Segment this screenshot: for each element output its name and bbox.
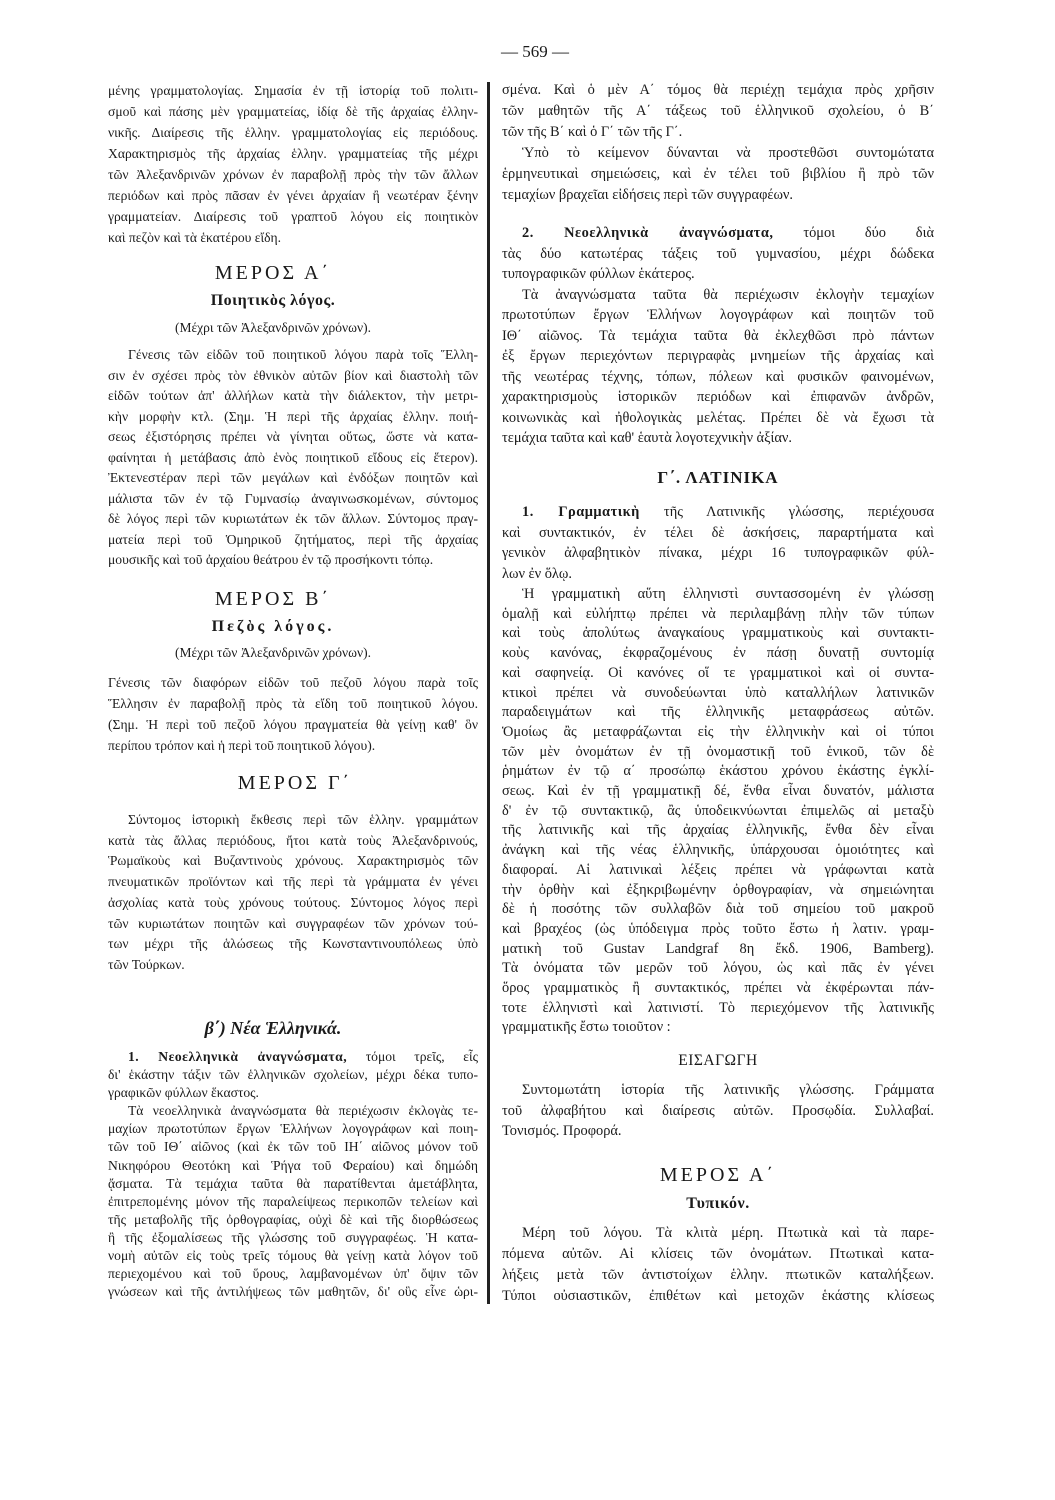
text-line: τῶν τοῦ ΙΘ΄ αἰῶνος (καὶ ἐκ τῶν τοῦ ΙΗ΄ αἰῶνος μόνον τοῦ (108, 1139, 478, 1155)
text-line: τοῦ ἀλφαβήτου καὶ διαίρεσις αὐτῶν. Προσῳδία. Συλλαβαί. (502, 1102, 934, 1119)
part-b-period: (Μέχρι τῶν Ἀλεξανδρινῶν χρόνων). (175, 645, 371, 660)
text-line: Τύποι οὐσιαστικῶν, ἐπιθέτων καὶ μετοχῶν ἑκάστης κλίσεως (502, 1288, 934, 1304)
text-line: δὲ ἡ ποσότης τῶν συλλαβῶν διὰ τοῦ σημείου τοῦ μακροῦ (502, 901, 934, 918)
text-line: τυπογραφικῶν φύλλων ἑκάτερος. (502, 266, 695, 282)
text-line: γραφικῶν φύλλων ἕκαστος. (108, 1085, 259, 1101)
right-paragraph-volumes (502, 80, 934, 206)
text-line: γραμματείαν. Διαίρεσις τοῦ γραπτοῦ λόγου εἰς ποιητικὸν (108, 209, 478, 224)
text-line: τῶν μαθητῶν τῆς Α΄ τάξεως τοῦ ἑλληνικοῦ σχολείου, ὁ Β΄ (502, 103, 934, 119)
text-line: τῶν Τούρκων. (108, 956, 185, 972)
text-line: ἐξ ἔργων περιεχόντων περιγραφὰς μνημείων τῆς ἀρχαίας καὶ (502, 348, 934, 364)
text-line: καὶ τοὺς ἀπολύτως ἀναγκαίους γραμματικοὺς καὶ συντακτι- (502, 625, 934, 642)
text-line: τεμάχια ταῦτα καὶ καθ' ἑαυτὰ λογοτεχνικὴν ἀξίαν. (502, 430, 793, 446)
text-line: Χαρακτηρισμὸς τῆς ἀρχαίας ἑλλην. γραμματείας τῆς μέχρι (108, 146, 478, 161)
part-c-heading: ΜΕΡΟΣ Γ΄ (237, 772, 353, 794)
item-text: τῆς Λατινικῆς γλώσσης, περιέχουσα (663, 504, 934, 520)
text-line: καὶ πεζὸν καὶ τὰ ἑκατέρου εἴδη. (108, 230, 282, 245)
text-line: μαχίων πρωτοτύπων ἔργων Ἑλλήνων λογογράφων καὶ ποιη- (108, 1121, 478, 1137)
text-line: ὁμαλῇ καὶ εὐλήπτῳ πρέπει νὰ περιλαμβάνῃ πλὴν τῶν τύπων (502, 605, 934, 622)
right-paragraph-morphology (502, 1223, 934, 1307)
text-line (108, 1048, 478, 1066)
text-line: σεως ἐξιστόρησις πρέπει νὰ γίνηται οὕτως, ὥστε νὰ κατα- (108, 429, 478, 444)
text-line: καὶ συντακτικόν, ἐν τέλει δὲ ἀσκήσεις, παραρτήματα καὶ (502, 524, 934, 541)
right-part-a-heading: ΜΕΡΟΣ Α΄ (659, 1164, 777, 1186)
right-part-a-subtitle: Τυπικόν. (686, 1195, 750, 1212)
text-line: πνευματικῶν προϊόντων καὶ τῆς περὶ τὰ γράμματα ἐν γένει (108, 874, 478, 890)
text-line: Ἡ γραμματικὴ αὕτη ἑλληνιστὶ συντασσομένη ἐν γλώσσῃ (522, 586, 934, 602)
text-line: φαίνηται ἡ μετάβασις ἀπὸ ἑνὸς ποιητικοῦ εἴδους εἰς ἕτερον). (108, 449, 478, 465)
text-line: κοὺς κανόνας, ἐκφραζομένους ἐν πάσῃ δυνατῇ συντομίᾳ (502, 645, 934, 662)
text-line: κτικοὶ πρέπει νὰ συνοδεύωνται ὑπὸ καταλλήλων λατινικῶν (502, 684, 934, 701)
text-line: Νικηφόρου Θεοτόκη καὶ Ῥήγα τοῦ Φεραίου) καὶ δημώδη (108, 1157, 478, 1173)
right-paragraph-intro (502, 1080, 934, 1142)
text-line: λων ἐν ὅλῳ. (502, 565, 572, 582)
item-text: τόμοι δύο διὰ (803, 225, 934, 241)
text-line: τῆς μεταβολῆς τῆς ὀρθογραφίας, οὐχὶ δὲ καὶ τῆς διορθώσεως (108, 1211, 478, 1227)
text-line: πόμενα αὐτῶν. Αἱ κλίσεις τῶν ὀνομάτων. Πτωτικαὶ κατα- (502, 1246, 934, 1262)
text-line: Μέρη τοῦ λόγου. Τὰ κλιτὰ μέρη. Πτωτικὰ καὶ τὰ παρε- (522, 1225, 934, 1241)
text-line: ᾄσματα. Τὰ τεμάχια ταῦτα θὰ παρατίθενται ἀμετάβλητα, (108, 1175, 478, 1191)
left-paragraph-prose (108, 672, 478, 756)
text-line: γνώσεων καὶ τῆς ἀντιλήψεως τῶν μαθητῶν, δι' οὓς εἶνε ὡρι- (108, 1284, 478, 1300)
part-a-period: (Μέχρι τῶν Ἀλεξανδρινῶν χρόνων). (175, 320, 371, 335)
page-number: — 569 — (501, 42, 569, 61)
left-paragraph-intro (108, 80, 478, 248)
text-line: δὲ λόγος περὶ τῶν κυριωτάτων ἐκ τῶν ἄλλων. Σύντομος πραγ- (108, 511, 478, 526)
text-line: ΙΘ΄ αἰῶνος. Τὰ τεμάχια ταῦτα θὰ ἐκλεχθῶσι πρὸ πάντων (502, 327, 934, 344)
text-line: κοινωνικὰς καὶ ἠθολογικὰς μελέτας. Πρέπει δὲ νὰ ἔχωσι τὰ (502, 409, 934, 426)
text-line: περιεχομένου καὶ τοῦ ὕρους, λαμβανομένων ὑπ' ὄψιν τῶν (108, 1266, 478, 1282)
part-b-subtitle: Πεζὸς λόγος. (211, 618, 335, 635)
column-divider (487, 82, 490, 1304)
text-line: ἢ τῆς ἐξομαλίσεως τῆς γλώσσης τοῦ συγγραφέως. Ἡ κατα- (108, 1229, 478, 1245)
left-paragraph-later-periods (108, 810, 478, 976)
text-line: ἀνάγκη καὶ τῆς νέας ἑλληνικῆς, ὑπάρχουσαι ὁμοιότητες καὶ (502, 842, 934, 859)
part-b-heading: ΜΕΡΟΣ Β΄ (214, 588, 332, 610)
text-line: τῶν τῆς Β΄ καὶ ὁ Γ΄ τῶν τῆς Γ΄. (502, 124, 683, 140)
text-line: περιόδων καὶ πρὸς πᾶσαν ἐν γένει ἀρχαίαν ἢ νεωτέραν ξένην (108, 188, 478, 203)
text-line: δι' ἑκάστην τάξιν τῶν ἑλληνικῶν σχολείων, μέχρι δέκα τυπο- (108, 1067, 478, 1083)
text-line: εἰδῶν τούτων ἀπ' ἀλλήλων κατὰ τὴν διάλεκτον, τὴν μετρι- (108, 388, 478, 403)
text-line: δ' ἐν τῷ συντακτικῷ, ἂς ὑποδεικνύωνται ἐπιμελῶς αἱ μεταξὺ (502, 802, 934, 819)
part-a-heading: ΜΕΡΟΣ Α΄ (214, 262, 332, 284)
text-line: πρωτοτύπων ἔργων Ἑλλήνων λογογράφων καὶ ποιητῶν τοῦ (502, 307, 934, 323)
text-line (502, 223, 934, 244)
text-line: ὅρος γραμματικὸς ἢ συντακτικός, πρέπει νὰ ἐκφέρωνται πάν- (502, 980, 934, 997)
text-line: νικῆς. Διαίρεσις τῆς ἑλλην. γραμματολογίας εἰς περιόδους. (108, 125, 478, 140)
text-line: λήξεις μετὰ τῶν ἀντιστοίχων ἑλλην. πτωτικῶν καταλήξεων. (502, 1267, 934, 1283)
item-text: τόμοι τρεῖς, εἷς (365, 1049, 478, 1064)
text-line: Ὑπὸ τὸ κείμενον δύνανται νὰ προστεθῶσι συντομώτατα (522, 145, 934, 161)
text-line: μάλιστα τῶν ἐν τῷ Γυμνασίῳ ἀναγινωσκομένων, σύντομος (108, 490, 478, 506)
text-line: τῆς νεωτέρας τέχνης, τόπων, πόλεων καὶ φυσικῶν φαινομένων, (502, 368, 934, 385)
text-line: των μέχρι τῆς ἁλώσεως τῆς Κωνσταντινουπόλεως ὑπὸ (108, 936, 478, 952)
text-line: ματικὴ τοῦ Gustav Landgraf 8η ἔκδ. 1906, Bamberg). (502, 940, 934, 957)
section-b-heading: β΄) Νέα Ἑλληνικά. (204, 1018, 342, 1038)
right-paragraph-readers-2 (502, 223, 934, 449)
right-paragraph-grammar (502, 502, 934, 584)
right-paragraph-grammar-rules (502, 585, 934, 1038)
text-line: τῶν κυριωτάτων ποιητῶν καὶ συγγραφέων τῶν χρόνων τού- (108, 915, 478, 931)
text-line: μουσικῆς καὶ τοῦ ἀρχαίου θεάτρου ἐν τῷ προσήκοντι τόπῳ. (108, 552, 434, 567)
latin-heading: Γ΄. ΛΑΤΙΝΙΚΑ (657, 468, 779, 487)
text-line: τεμαχίων βραχεῖαι εἰδήσεις περὶ τῶν συγγραφέων. (502, 187, 794, 203)
text-line: περίπου τρόπον καὶ ἡ περὶ τοῦ ποιητικοῦ λόγου). (108, 738, 376, 753)
text-line: Γένεσις τῶν εἰδῶν τοῦ ποιητικοῦ λόγου παρὰ τοῖς Ἕλλη- (128, 347, 478, 362)
text-line: τὰς δύο κατωτέρας τάξεις τοῦ γυμνασίου, μέχρι δώδεκα (502, 245, 934, 262)
left-paragraph-poetry (108, 345, 478, 571)
text-line: κατὰ τὰς ἄλλας περιόδους, ἤτοι κατὰ τοὺς Ἀλεξανδρινούς, (108, 832, 478, 848)
text-line: σεως. Καὶ ἐν τῇ γραμματικῇ δέ, ἔνθα εἶναι δυνατόν, μάλιστα (502, 783, 934, 800)
text-line: Τὰ ἀναγνώσματα ταῦτα θὰ περιέχωσιν ἐκλογὴν τεμαχίων (522, 286, 934, 303)
text-line: Γένεσις τῶν διαφόρων εἰδῶν τοῦ πεζοῦ λόγου παρὰ τοῖς (108, 675, 478, 690)
text-line: σιν ἐν σχέσει πρὸς τὸν ἐθνικὸν αὐτῶν βίον καὶ διαστολὴ τῶν (108, 367, 478, 383)
text-line: σμένα. Καὶ ὁ μὲν Α΄ τόμος θὰ περιέχῃ τεμάχια πρὸς χρῆσιν (502, 82, 934, 98)
item-title: 2. Νεοελληνικὰ ἀναγνώσματα, (522, 225, 774, 241)
text-line: τὴν ὀρθὴν καὶ ἐξηκριβωμένην ὀρθογραφίαν, νὰ σημειώνηται (502, 881, 934, 898)
text-line: ῥημάτων ἐν τῷ α΄ προσώπῳ ἑκάστου χρόνου ἑκάστης ἐγκλί- (502, 763, 934, 780)
part-a-subtitle: Ποιητικὸς λόγος. (210, 292, 336, 309)
text-line: παραδειγμάτων καὶ τῆς ἑλληνικῆς μεταφράσεως αὐτῶν. (502, 704, 934, 721)
text-line: Τὰ νεοελληνικὰ ἀναγνώσματα θὰ περιέχωσιν ἐκλογὰς τε- (128, 1103, 478, 1119)
text-line: Τὰ ὀνόματα τῶν μερῶν τοῦ λόγου, ὡς καὶ πᾶς ἐν γένει (502, 960, 934, 977)
item-title: 1. Νεοελληνικὰ ἀναγνώσματα, (128, 1049, 348, 1064)
text-line: Τονισμός. Προφορά. (502, 1123, 622, 1139)
text-line: τῆς λατινικῆς καὶ τῆς ἀρχαίας ἑλληνικῆς, ἔνθα δὲν εἶναι (502, 822, 934, 839)
text-line: (Σημ. Ἡ περὶ τοῦ πεζοῦ λόγου πραγματεία θὰ γείνῃ καθ' ὃν (108, 717, 478, 732)
text-line: καὶ σαφηνείᾳ. Οἱ κανόνες οἵ τε γραμματικοὶ καὶ οἱ συντα- (502, 664, 934, 681)
text-line: ἀσχολίας κατὰ τοὺς χρόνους τούτους. Σύντομος λόγος περὶ (108, 894, 478, 910)
text-line: νομὴ αὐτῶν εἰς τοὺς τρεῖς τόμους θὰ γείνῃ κατὰ λόγον τοῦ (108, 1248, 478, 1264)
left-paragraph-readers (108, 1048, 478, 1301)
text-line: Ὁμοίως ἂς μεταφράζωνται εἰς τὴν ἑλληνικὴν καὶ οἱ τύποι (502, 723, 934, 740)
text-line: ἐπιτρεπομένης μόνον τῆς παραλείψεως περικοπῶν τελείων καὶ (108, 1193, 478, 1209)
text-line: γενικὸν ἀλφαβητικὸν πίνακα, μέχρι 16 τυπογραφικῶν φύλ- (502, 545, 934, 561)
text-line: σμοῦ καὶ πάσης μὲν γραμματείας, ἰδίᾳ δὲ τῆς ἀρχαίας ἑλλην- (108, 104, 478, 119)
text-line: γραμματικῆς ἔστω τοιοῦτον : (502, 1019, 671, 1036)
text-line: καὶ βραχέος (ὡς ὑπόδειγμα πρὸς τοῦτο ἔστω ἡ λατιν. γραμ- (502, 920, 934, 937)
text-line: Ῥωμαϊκοὺς καὶ Βυζαντινοὺς χρόνους. Χαρακτηρισμὸς τῶν (108, 853, 478, 869)
text-line: Ἐκτενεστέραν περὶ τῶν μεγάλων καὶ ἐνδόξων ποιητῶν καὶ (108, 470, 478, 485)
text-line: τῶν μὲν ὀνομάτων ἐν τῇ ὀνομαστικῇ τοῦ ἑνικοῦ, τῶν δὲ (502, 743, 934, 760)
text-line: χαρακτηρισμοὺς ἱστορικῶν περιόδων καὶ ἐπιφανῶν ἀνδρῶν, (502, 389, 934, 405)
text-line: Συντομωτάτη ἱστορία τῆς λατινικῆς γλώσσης. Γράμματα (522, 1082, 934, 1098)
text-line: Ἕλλησιν ἐν παραβολῇ πρὸς τὰ εἴδη τοῦ ποιητικοῦ λόγου. (108, 696, 478, 711)
text-line: τοτε ἑλληνιστὶ καὶ λατινιστί. Τὸ περιεχόμενον τῆς λατινικῆς (502, 999, 934, 1016)
text-line: Σύντομος ἱστορικὴ ἔκθεσις περὶ τῶν ἑλλην. γραμμάτων (128, 812, 478, 827)
text-line: κὴν μορφὴν κτλ. (Σημ. Ἡ περὶ τῆς ἀρχαίας ἑλλην. ποιή- (108, 408, 478, 424)
item-title: 1. Γραμματικὴ (522, 504, 640, 520)
text-line: τῶν Ἀλεξανδρινῶν χρόνων ἐν παραβολῇ πρὸς τὴν τῶν ἄλλων (108, 167, 478, 182)
text-line: μένης γραμματολογίας. Σημασία ἐν τῇ ἱστορίᾳ τοῦ πολιτι- (108, 83, 478, 98)
text-line: ματεία περὶ τοῦ Ὁμηρικοῦ ζητήματος, περὶ τῆς ἀρχαίας (108, 531, 478, 547)
text-line: διαφοραί. Αἱ λατινικαὶ λέξεις πρέπει νὰ γράφωνται κατὰ (502, 861, 934, 878)
text-line: ἑρμηνευτικαὶ σημειώσεις, καὶ ἐν τέλει τοῦ βιβλίου ἢ πρὸ τῶν (502, 166, 934, 182)
intro-heading: ΕΙΣΑΓΩΓΗ (678, 1052, 758, 1069)
text-line (502, 502, 934, 523)
